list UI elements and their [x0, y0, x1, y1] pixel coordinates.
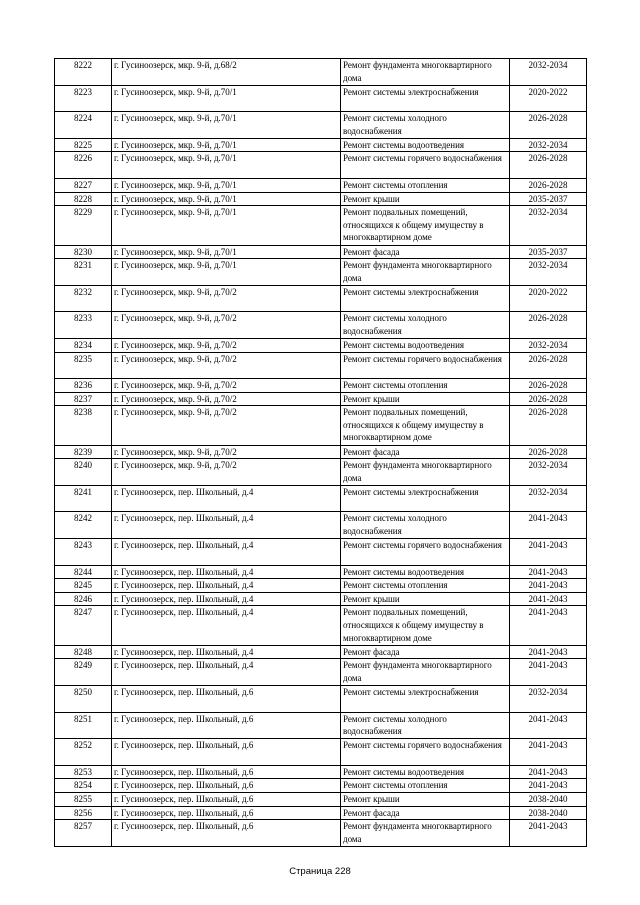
table-row — [55, 338, 587, 352]
table-row — [55, 792, 587, 806]
table-row — [55, 245, 587, 259]
address-cell: г. Гусиноозерск, мкр. 9-й, д.70/1 — [112, 152, 341, 179]
table-row — [55, 445, 587, 459]
row-number: 8245 — [55, 579, 112, 593]
work-type-cell: Ремонт системы холодного водоснабжения — [341, 512, 510, 539]
work-type-cell: Ремонт системы холодного водоснабжения — [341, 312, 510, 339]
address-cell: г. Гусиноозерск, мкр. 9-й, д.68/2 — [112, 59, 341, 86]
table-row — [55, 659, 587, 686]
row-number: 8224 — [55, 112, 112, 139]
period-cell: 2038-2040 — [510, 792, 587, 806]
period-cell: 2041-2043 — [510, 565, 587, 579]
table-row — [55, 138, 587, 152]
row-number: 8238 — [55, 406, 112, 445]
period-cell: 2026-2028 — [510, 392, 587, 406]
work-type-cell: Ремонт системы горячего водоснабжения — [341, 352, 510, 379]
row-number: 8222 — [55, 59, 112, 86]
work-type-cell: Ремонт фундамента многоквартирного дома — [341, 259, 510, 286]
repair-schedule-table — [54, 58, 587, 847]
work-type-cell: Ремонт фасада — [341, 806, 510, 820]
period-cell: 2032-2034 — [510, 338, 587, 352]
table-row — [55, 765, 587, 779]
table-row — [55, 820, 587, 847]
table-row — [55, 152, 587, 179]
address-cell: г. Гусиноозерск, мкр. 9-й, д.70/1 — [112, 259, 341, 286]
row-number: 8223 — [55, 85, 112, 112]
work-type-cell: Ремонт системы отопления — [341, 379, 510, 393]
row-number: 8241 — [55, 485, 112, 512]
work-type-cell: Ремонт системы отопления — [341, 178, 510, 192]
table-row — [55, 85, 587, 112]
period-cell: 2032-2034 — [510, 259, 587, 286]
work-type-cell: Ремонт фундамента многоквартирного дома — [341, 820, 510, 847]
address-cell: г. Гусиноозерск, пер. Школьный, д.6 — [112, 779, 341, 793]
row-number: 8231 — [55, 259, 112, 286]
period-cell: 2032-2034 — [510, 138, 587, 152]
address-cell: г. Гусиноозерск, пер. Школьный, д.4 — [112, 539, 341, 566]
table-row — [55, 178, 587, 192]
row-number: 8226 — [55, 152, 112, 179]
period-cell: 2026-2028 — [510, 379, 587, 393]
address-cell: г. Гусиноозерск, мкр. 9-й, д.70/2 — [112, 352, 341, 379]
row-number: 8230 — [55, 245, 112, 259]
period-cell: 2041-2043 — [510, 539, 587, 566]
address-cell: г. Гусиноозерск, пер. Школьный, д.4 — [112, 512, 341, 539]
period-cell: 2035-2037 — [510, 245, 587, 259]
address-cell: г. Гусиноозерск, пер. Школьный, д.4 — [112, 645, 341, 659]
address-cell: г. Гусиноозерск, пер. Школьный, д.6 — [112, 820, 341, 847]
period-cell: 2020-2022 — [510, 285, 587, 312]
row-number: 8227 — [55, 178, 112, 192]
address-cell: г. Гусиноозерск, пер. Школьный, д.6 — [112, 765, 341, 779]
table-row — [55, 285, 587, 312]
period-cell: 2032-2034 — [510, 206, 587, 245]
address-cell: г. Гусиноозерск, мкр. 9-й, д.70/2 — [112, 392, 341, 406]
row-number: 8242 — [55, 512, 112, 539]
row-number: 8237 — [55, 392, 112, 406]
row-number: 8232 — [55, 285, 112, 312]
work-type-cell: Ремонт фундамента многоквартирного дома — [341, 459, 510, 486]
period-cell: 2041-2043 — [510, 579, 587, 593]
row-number: 8233 — [55, 312, 112, 339]
work-type-cell: Ремонт системы водоотведения — [341, 138, 510, 152]
row-number: 8253 — [55, 765, 112, 779]
address-cell: г. Гусиноозерск, пер. Школьный, д.6 — [112, 712, 341, 739]
work-type-cell: Ремонт крыши — [341, 592, 510, 606]
address-cell: г. Гусиноозерск, мкр. 9-й, д.70/1 — [112, 206, 341, 245]
row-number: 8236 — [55, 379, 112, 393]
row-number: 8244 — [55, 565, 112, 579]
period-cell: 2032-2034 — [510, 459, 587, 486]
work-type-cell: Ремонт подвальных помещений, относящихся к общему имуществу в многоквартирном доме — [341, 406, 510, 445]
work-type-cell: Ремонт подвальных помещений, относящихся к общему имуществу в многоквартирном доме — [341, 606, 510, 645]
work-type-cell: Ремонт системы водоотведения — [341, 765, 510, 779]
period-cell: 2041-2043 — [510, 645, 587, 659]
address-cell: г. Гусиноозерск, мкр. 9-й, д.70/2 — [112, 312, 341, 339]
work-type-cell: Ремонт фундамента многоквартирного дома — [341, 59, 510, 86]
period-cell: 2032-2034 — [510, 59, 587, 86]
period-cell: 2041-2043 — [510, 512, 587, 539]
work-type-cell: Ремонт крыши — [341, 392, 510, 406]
work-type-cell: Ремонт фасада — [341, 445, 510, 459]
period-cell: 2020-2022 — [510, 85, 587, 112]
address-cell: г. Гусиноозерск, пер. Школьный, д.4 — [112, 565, 341, 579]
address-cell: г. Гусиноозерск, пер. Школьный, д.4 — [112, 485, 341, 512]
row-number: 8240 — [55, 459, 112, 486]
table-row — [55, 352, 587, 379]
table-body — [55, 59, 587, 847]
address-cell: г. Гусиноозерск, пер. Школьный, д.4 — [112, 606, 341, 645]
table-row — [55, 59, 587, 86]
work-type-cell: Ремонт системы горячего водоснабжения — [341, 539, 510, 566]
row-number: 8239 — [55, 445, 112, 459]
period-cell: 2026-2028 — [510, 312, 587, 339]
work-type-cell: Ремонт системы холодного водоснабжения — [341, 112, 510, 139]
row-number: 8234 — [55, 338, 112, 352]
table-row — [55, 592, 587, 606]
address-cell: г. Гусиноозерск, пер. Школьный, д.6 — [112, 686, 341, 713]
work-type-cell: Ремонт крыши — [341, 792, 510, 806]
address-cell: г. Гусиноозерск, мкр. 9-й, д.70/2 — [112, 338, 341, 352]
table-row — [55, 312, 587, 339]
row-number: 8252 — [55, 739, 112, 766]
period-cell: 2026-2028 — [510, 112, 587, 139]
period-cell: 2032-2034 — [510, 485, 587, 512]
row-number: 8225 — [55, 138, 112, 152]
period-cell: 2041-2043 — [510, 592, 587, 606]
period-cell: 2041-2043 — [510, 712, 587, 739]
table-row — [55, 739, 587, 766]
work-type-cell: Ремонт системы горячего водоснабжения — [341, 739, 510, 766]
period-cell: 2026-2028 — [510, 178, 587, 192]
table-row — [55, 512, 587, 539]
work-type-cell: Ремонт системы отопления — [341, 779, 510, 793]
row-number: 8256 — [55, 806, 112, 820]
period-cell: 2026-2028 — [510, 406, 587, 445]
table-row — [55, 392, 587, 406]
period-cell: 2032-2034 — [510, 686, 587, 713]
work-type-cell: Ремонт фасада — [341, 645, 510, 659]
work-type-cell: Ремонт системы отопления — [341, 579, 510, 593]
work-type-cell: Ремонт системы водоотведения — [341, 338, 510, 352]
address-cell: г. Гусиноозерск, мкр. 9-й, д.70/1 — [112, 138, 341, 152]
table-row — [55, 206, 587, 245]
row-number: 8254 — [55, 779, 112, 793]
work-type-cell: Ремонт системы электроснабжения — [341, 85, 510, 112]
row-number: 8235 — [55, 352, 112, 379]
table-row — [55, 406, 587, 445]
table-row — [55, 539, 587, 566]
table-row — [55, 192, 587, 206]
period-cell: 2041-2043 — [510, 659, 587, 686]
address-cell: г. Гусиноозерск, пер. Школьный, д.6 — [112, 806, 341, 820]
table-row — [55, 579, 587, 593]
work-type-cell: Ремонт системы водоотведения — [341, 565, 510, 579]
table-row — [55, 712, 587, 739]
period-cell: 2026-2028 — [510, 352, 587, 379]
address-cell: г. Гусиноозерск, мкр. 9-й, д.70/2 — [112, 445, 341, 459]
period-cell: 2041-2043 — [510, 779, 587, 793]
address-cell: г. Гусиноозерск, пер. Школьный, д.4 — [112, 659, 341, 686]
work-type-cell: Ремонт системы электроснабжения — [341, 285, 510, 312]
address-cell: г. Гусиноозерск, мкр. 9-й, д.70/1 — [112, 245, 341, 259]
work-type-cell: Ремонт крыши — [341, 192, 510, 206]
work-type-cell: Ремонт системы горячего водоснабжения — [341, 152, 510, 179]
row-number: 8248 — [55, 645, 112, 659]
work-type-cell: Ремонт системы электроснабжения — [341, 485, 510, 512]
table-row — [55, 686, 587, 713]
address-cell: г. Гусиноозерск, пер. Школьный, д.6 — [112, 792, 341, 806]
address-cell: г. Гусиноозерск, мкр. 9-й, д.70/2 — [112, 379, 341, 393]
table-row — [55, 485, 587, 512]
work-type-cell: Ремонт системы холодного водоснабжения — [341, 712, 510, 739]
table-row — [55, 459, 587, 486]
row-number: 8255 — [55, 792, 112, 806]
table-row — [55, 565, 587, 579]
row-number: 8246 — [55, 592, 112, 606]
address-cell: г. Гусиноозерск, пер. Школьный, д.4 — [112, 579, 341, 593]
table-row — [55, 379, 587, 393]
address-cell: г. Гусиноозерск, мкр. 9-й, д.70/1 — [112, 112, 341, 139]
address-cell: г. Гусиноозерск, пер. Школьный, д.4 — [112, 592, 341, 606]
address-cell: г. Гусиноозерск, мкр. 9-й, д.70/1 — [112, 85, 341, 112]
period-cell: 2041-2043 — [510, 606, 587, 645]
work-type-cell: Ремонт подвальных помещений, относящихся к общему имуществу в многоквартирном доме — [341, 206, 510, 245]
table-row — [55, 645, 587, 659]
work-type-cell: Ремонт фасада — [341, 245, 510, 259]
period-cell: 2041-2043 — [510, 739, 587, 766]
table-row — [55, 259, 587, 286]
address-cell: г. Гусиноозерск, мкр. 9-й, д.70/2 — [112, 459, 341, 486]
row-number: 8228 — [55, 192, 112, 206]
period-cell: 2041-2043 — [510, 765, 587, 779]
work-type-cell: Ремонт фундамента многоквартирного дома — [341, 659, 510, 686]
address-cell: г. Гусиноозерск, пер. Школьный, д.6 — [112, 739, 341, 766]
period-cell: 2026-2028 — [510, 445, 587, 459]
page-number: Страница 228 — [289, 866, 351, 877]
row-number: 8247 — [55, 606, 112, 645]
row-number: 8229 — [55, 206, 112, 245]
table-row — [55, 806, 587, 820]
address-cell: г. Гусиноозерск, мкр. 9-й, д.70/1 — [112, 192, 341, 206]
address-cell: г. Гусиноозерск, мкр. 9-й, д.70/2 — [112, 406, 341, 445]
period-cell: 2041-2043 — [510, 820, 587, 847]
address-cell: г. Гусиноозерск, мкр. 9-й, д.70/2 — [112, 285, 341, 312]
period-cell: 2026-2028 — [510, 152, 587, 179]
table-row — [55, 606, 587, 645]
table-row — [55, 779, 587, 793]
row-number: 8249 — [55, 659, 112, 686]
work-type-cell: Ремонт системы электроснабжения — [341, 686, 510, 713]
period-cell: 2038-2040 — [510, 806, 587, 820]
row-number: 8250 — [55, 686, 112, 713]
row-number: 8251 — [55, 712, 112, 739]
period-cell: 2035-2037 — [510, 192, 587, 206]
address-cell: г. Гусиноозерск, мкр. 9-й, д.70/1 — [112, 178, 341, 192]
row-number: 8257 — [55, 820, 112, 847]
row-number: 8243 — [55, 539, 112, 566]
table-row — [55, 112, 587, 139]
